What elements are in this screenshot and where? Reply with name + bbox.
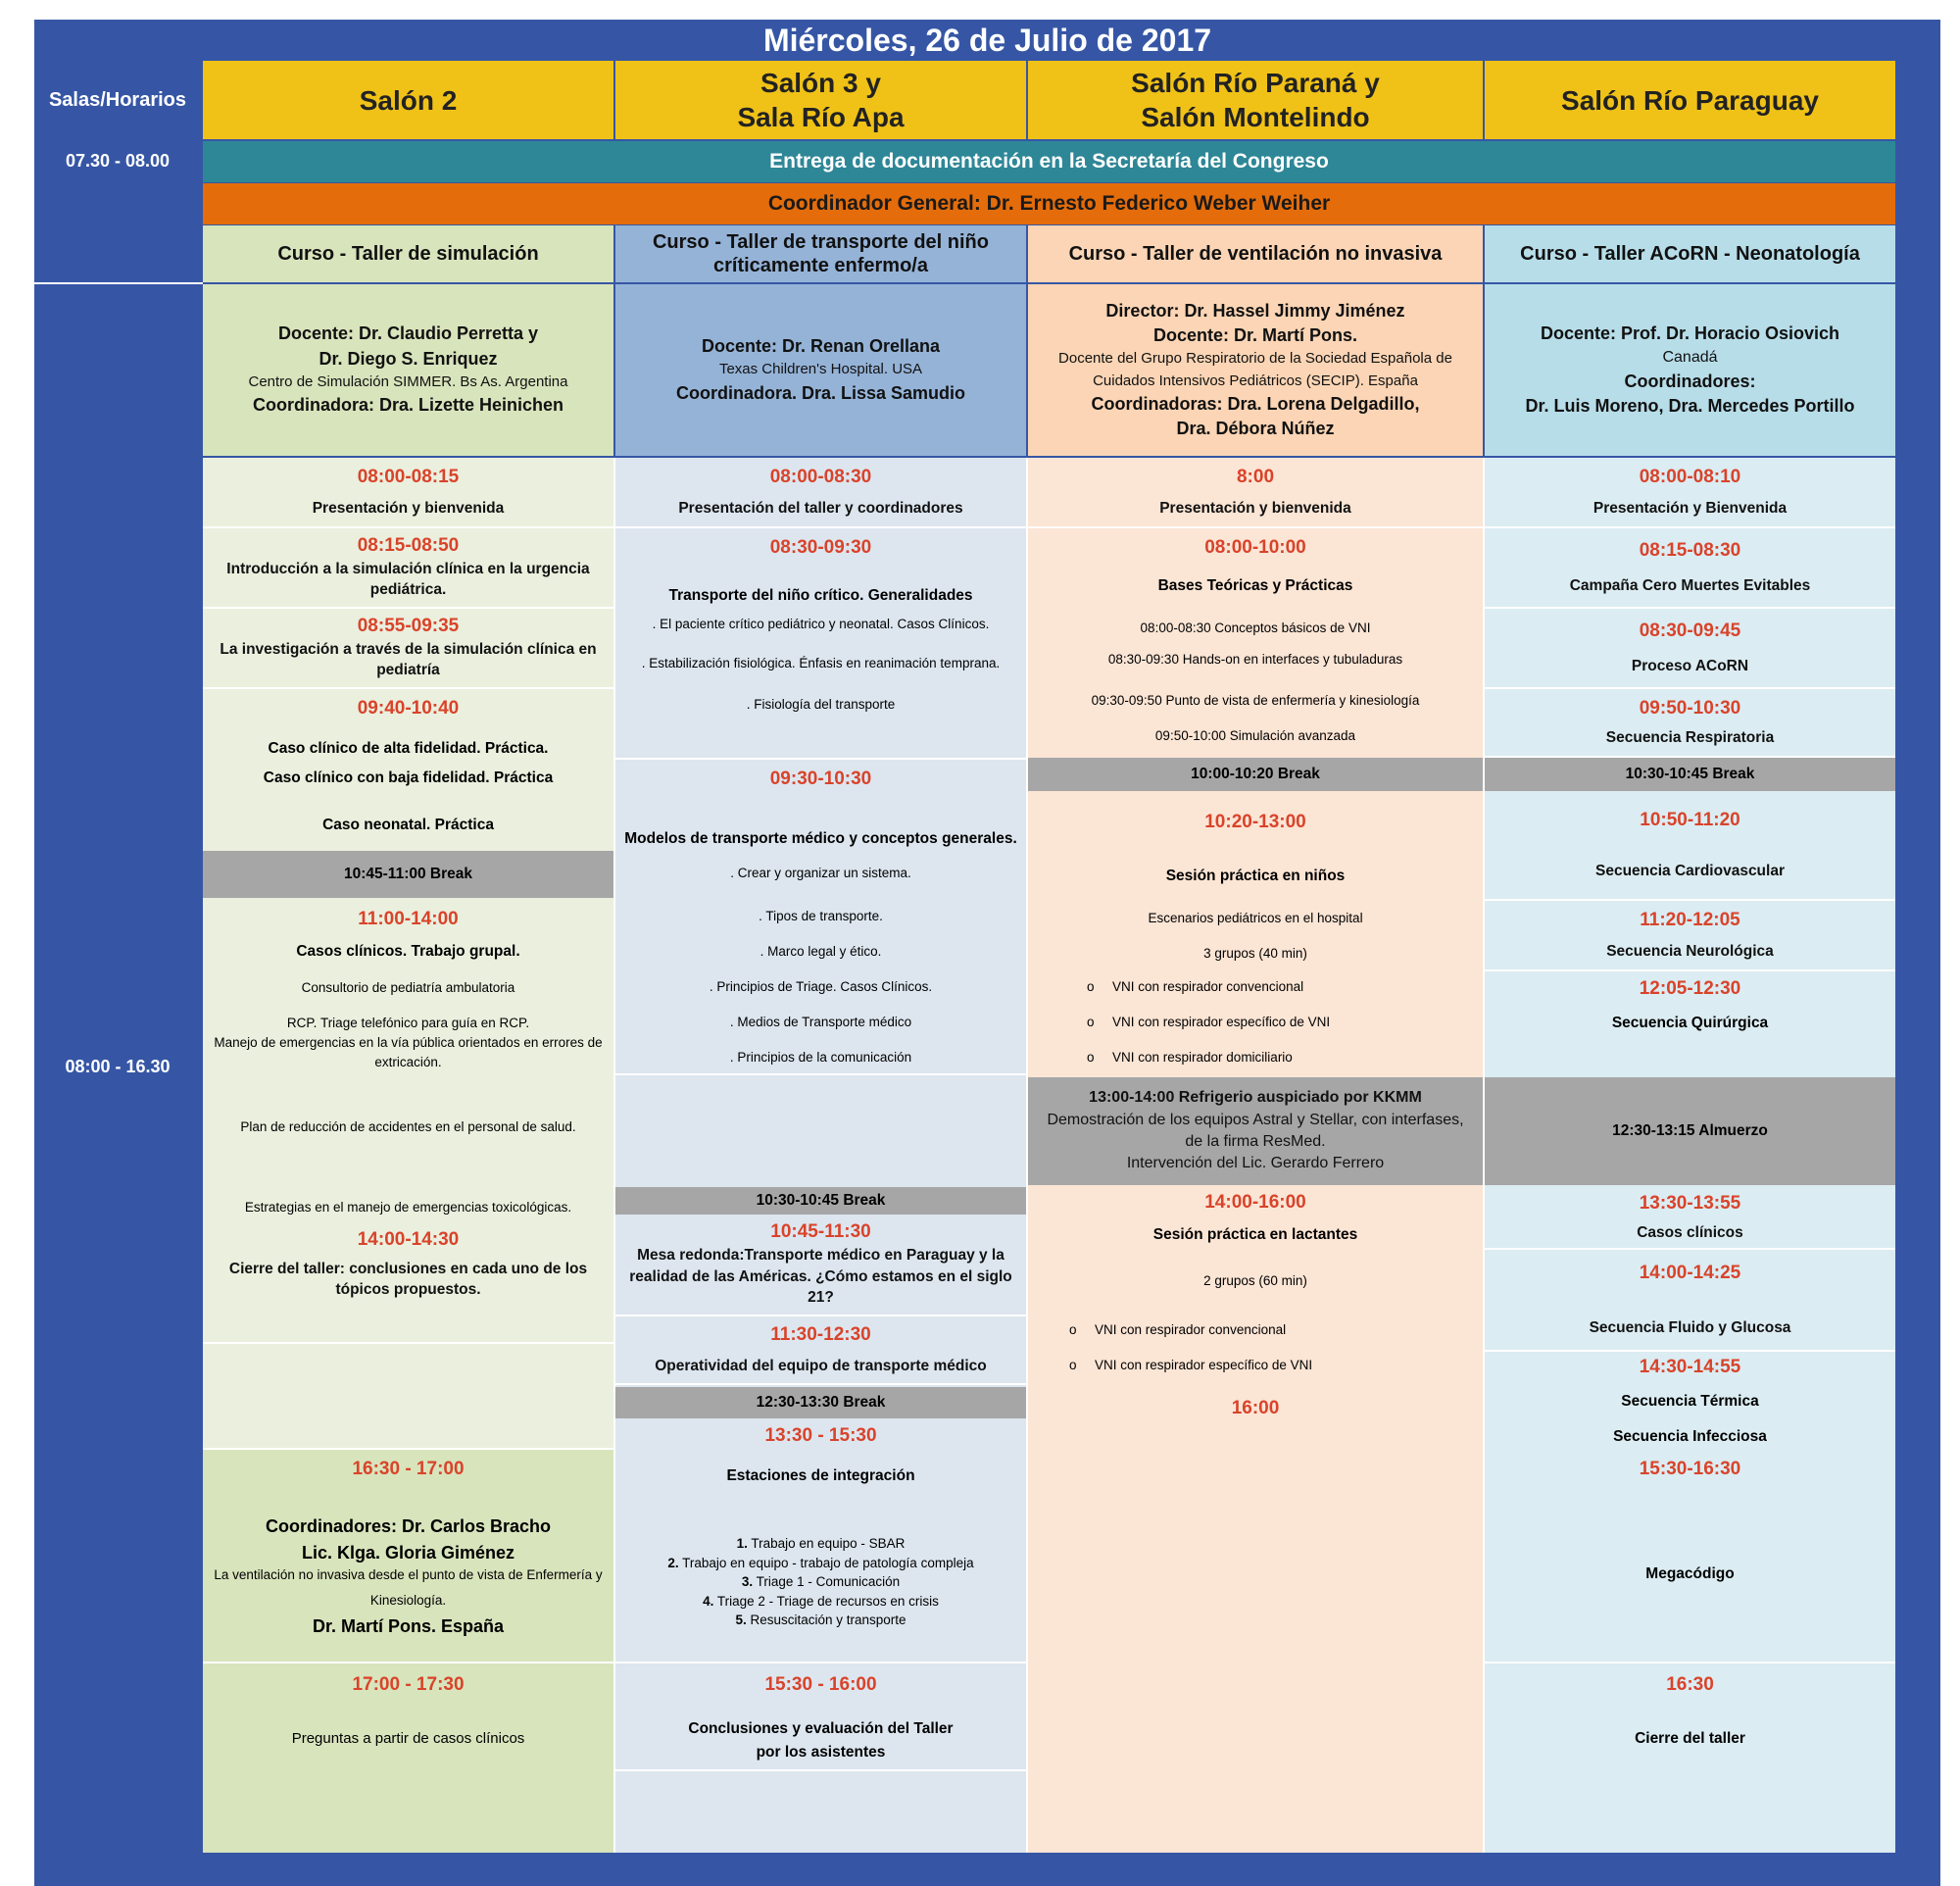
session-title: Presentación del taller y coordinadores xyxy=(678,499,963,517)
break-c1: 10:45-11:00 Break xyxy=(203,851,613,898)
session-c2-c xyxy=(615,760,1026,1075)
session-title: realidad de las Américas. ¿Cómo estamos en el siglo xyxy=(629,1267,1012,1285)
time-slot-0800: 08:00 - 16.30 xyxy=(65,1056,171,1076)
faculty-ventilacion xyxy=(1028,284,1483,456)
column-divider xyxy=(613,458,615,1853)
session-detail: 3 grupos (40 min) xyxy=(1203,946,1307,961)
bullet-marker: o xyxy=(1087,1050,1095,1065)
session-title: Casos clínicos. Trabajo grupal. xyxy=(296,943,520,960)
refreshment-detail: Intervención del Lic. Gerardo Ferrero xyxy=(1126,1155,1385,1172)
session-c3-c xyxy=(1028,791,1483,1075)
session-title: Caso neonatal. Práctica xyxy=(322,817,494,833)
session-c3-e: 16:00 xyxy=(1231,1398,1280,1418)
session-time: 16:30 - 17:00 xyxy=(352,1459,465,1479)
session-title: 21? xyxy=(808,1289,834,1307)
faculty-line: Docente del Grupo Respiratorio de la Sociedad Española de xyxy=(1058,350,1452,367)
faculty-line: Texas Children's Hospital. USA xyxy=(718,361,923,378)
session-c2-b xyxy=(615,528,1026,760)
bullet-text: VNI con respirador específico de VNI xyxy=(1095,1358,1313,1372)
session-detail: Estrategias en el manejo de emergencias toxicológicas. xyxy=(244,1200,572,1215)
session-c1-b xyxy=(203,528,613,609)
session-title: Bases Teóricas y Prácticas xyxy=(1157,577,1353,594)
session-time: 14:00-14:30 xyxy=(357,1229,460,1250)
session-c1-f xyxy=(203,1224,613,1344)
session-c4-b xyxy=(1485,528,1895,609)
session-c2-g xyxy=(615,1663,1026,1771)
session-title: por los asistentes xyxy=(756,1744,886,1761)
session-detail: 08:30-09:30 Hands-on en interfaces y tubuladuras xyxy=(1107,652,1403,667)
session-detail: Manejo de emergencias en la vía pública orientados en errores de xyxy=(214,1035,603,1050)
station-label: Triage 1 - Comunicación xyxy=(753,1574,901,1590)
session-title: Conclusiones y evaluación del Taller xyxy=(688,1720,954,1737)
header-salon-2 xyxy=(203,61,613,139)
session-time: 10:20-13:00 xyxy=(1204,812,1306,832)
station-item xyxy=(615,1572,1026,1592)
session-time: 14:00-16:00 xyxy=(1204,1192,1306,1213)
faculty-line: Dr. Luis Moreno, Dra. Mercedes Portillo xyxy=(1525,396,1855,417)
session-title: Transporte del niño crítico. Generalidades xyxy=(668,587,973,604)
session-time: 08:00-08:10 xyxy=(1639,466,1741,487)
session-detail: . Fisiología del transporte xyxy=(746,697,896,712)
session-title: Caso clínico con baja fidelidad. Práctica xyxy=(263,769,554,786)
time-divider xyxy=(34,282,203,284)
session-time: 17:00 - 17:30 xyxy=(352,1674,465,1695)
session-time: 12:05-12:30 xyxy=(1639,978,1741,999)
station-number: 4. xyxy=(703,1593,714,1609)
faculty-transporte xyxy=(615,284,1026,456)
bullet-text: VNI con respirador domiciliario xyxy=(1112,1050,1293,1065)
lunch-c4: 12:30-13:15 Almuerzo xyxy=(1485,1077,1895,1185)
session-title: Operatividad del equipo de transporte médico xyxy=(655,1357,987,1374)
course-title-simulacion-label: Curso - Taller de simulación xyxy=(277,242,539,265)
break-c2-2: 12:30-13:30 Break xyxy=(615,1387,1026,1418)
session-time: 13:30-13:55 xyxy=(1639,1192,1741,1214)
session-time: 09:50-10:30 xyxy=(1639,697,1741,719)
session-title: Presentación y Bienvenida xyxy=(1592,499,1788,517)
session-title: pediátrica. xyxy=(369,581,447,599)
bullet-marker: o xyxy=(1069,1322,1077,1337)
session-c3-d xyxy=(1028,1187,1483,1387)
faculty-line: Centro de Simulación SIMMER. Bs As. Argentina xyxy=(248,372,568,390)
session-c1-h xyxy=(203,1663,613,1853)
bullet-marker: o xyxy=(1087,1015,1095,1029)
bullet-item xyxy=(1087,1015,1330,1029)
session-c4-k xyxy=(1485,1450,1895,1663)
session-c2-e xyxy=(615,1316,1026,1385)
header-rio-parana xyxy=(1028,61,1483,139)
header-rio-parana-line1: Salón Río Paraná y xyxy=(1131,68,1380,98)
faculty-line: Docente: Dr. Renan Orellana xyxy=(701,336,941,357)
session-c1-g xyxy=(203,1450,613,1663)
session-detail: Kinesiología. xyxy=(369,1593,447,1608)
page-title: Miércoles, 26 de Julio de 2017 xyxy=(762,22,1212,58)
course-title-transporte-line1: Curso - Taller de transporte del niño xyxy=(652,231,989,253)
session-detail: . Estabilización fisiológica. Énfasis en reanimación temprana. xyxy=(641,656,1001,670)
header-salon-2-label: Salón 2 xyxy=(359,84,458,116)
session-c2-a xyxy=(615,458,1026,528)
session-detail: . Principios de la comunicación xyxy=(729,1050,912,1065)
session-detail: . Principios de Triage. Casos Clínicos. xyxy=(709,979,933,994)
session-time: 08:30-09:45 xyxy=(1639,620,1741,641)
session-time: 10:50-11:20 xyxy=(1640,809,1740,830)
bullet-item xyxy=(1069,1358,1312,1372)
header-rio-paraguay-label: Salón Río Paraguay xyxy=(1561,84,1819,116)
bullet-item xyxy=(1087,1050,1293,1065)
session-c4-l xyxy=(1485,1663,1895,1853)
session-time: 08:00-08:30 xyxy=(769,466,872,487)
session-title: Cierre del taller: conclusiones en cada uno de los xyxy=(228,1260,588,1277)
session-title: Secuencia Quirúrgica xyxy=(1611,1015,1769,1031)
faculty-line: Dra. Débora Núñez xyxy=(1176,419,1335,439)
station-item xyxy=(615,1592,1026,1612)
station-label: Triage 2 - Triage de recursos en crisis xyxy=(713,1593,939,1609)
session-title: Sesión práctica en niños xyxy=(1165,868,1346,884)
session-title: Modelos de transporte médico y conceptos generales. xyxy=(624,830,1017,847)
break-c3: 10:00-10:20 Break xyxy=(1028,758,1483,791)
faculty-line: Coordinadora. Dra. Lissa Samudio xyxy=(675,382,966,403)
session-detail: La ventilación no invasiva desde el punto de vista de Enfermería y xyxy=(214,1567,603,1582)
bullet-marker: o xyxy=(1069,1358,1077,1372)
faculty-simulacion xyxy=(203,284,613,456)
session-title: pediatría xyxy=(376,662,440,679)
header-rio-paraguay xyxy=(1485,61,1895,139)
session-c2-d xyxy=(615,1215,1026,1316)
station-number: 5. xyxy=(735,1613,747,1628)
bullet-text: VNI con respirador convencional xyxy=(1112,979,1304,994)
session-time: 08:30-09:30 xyxy=(769,537,872,558)
session-time: 14:00-14:25 xyxy=(1639,1262,1741,1283)
faculty-line: Docente: Prof. Dr. Horacio Osiovich xyxy=(1540,323,1840,343)
session-title: Caso clínico de alta fidelidad. Práctica. xyxy=(268,740,549,757)
session-title: Secuencia Infecciosa xyxy=(1613,1428,1767,1445)
session-title: Cierre del taller xyxy=(1635,1730,1745,1747)
session-c1-e xyxy=(203,898,613,1224)
session-c3-a xyxy=(1028,458,1483,528)
session-title: Mesa redonda:Transporte médico en Paraguay y la xyxy=(637,1246,1004,1264)
session-title: Dr. Martí Pons. España xyxy=(312,1616,505,1636)
session-c1-d xyxy=(203,689,613,851)
header-salon-3 xyxy=(615,61,1026,139)
empty-c1 xyxy=(203,1344,613,1450)
session-detail: Consultorio de pediatría ambulatoria xyxy=(301,980,515,995)
session-title: Secuencia Cardiovascular xyxy=(1595,862,1785,879)
session-time: 14:30-14:55 xyxy=(1639,1357,1741,1377)
faculty-line: Cuidados Intensivos Pediátricos (SECIP). España xyxy=(1093,372,1418,389)
session-time: 15:30-16:30 xyxy=(1639,1459,1741,1479)
faculty-line: Canadá xyxy=(1662,348,1718,366)
session-title: Preguntas a partir de casos clínicos xyxy=(291,1730,525,1747)
faculty-line: Coordinadora: Dra. Lizette Heinichen xyxy=(252,395,564,416)
session-c4-j xyxy=(1485,1352,1895,1450)
session-title: Secuencia Fluido y Glucosa xyxy=(1589,1318,1791,1336)
refreshment-detail: Demostración de los equipos Astral y Stellar, con interfases, xyxy=(1047,1111,1464,1128)
station-number: 1. xyxy=(736,1536,748,1551)
refreshment-c3 xyxy=(1028,1077,1483,1185)
session-c2-f xyxy=(615,1418,1026,1663)
station-label: Trabajo en equipo - trabajo de patología compleja xyxy=(678,1555,974,1570)
session-c4-e xyxy=(1485,791,1895,901)
session-c1-c xyxy=(203,609,613,689)
course-title-ventilacion-label: Curso - Taller de ventilación no invasiva xyxy=(1068,242,1443,265)
banner-documentation: Entrega de documentación en la Secretaría del Congreso xyxy=(203,141,1895,182)
session-title: Proceso ACoRN xyxy=(1631,657,1749,674)
faculty-line: Director: Dr. Hassel Jimmy Jiménez xyxy=(1105,300,1405,321)
session-detail: 2 grupos (60 min) xyxy=(1203,1273,1307,1288)
session-time: 09:30-10:30 xyxy=(769,769,872,789)
refreshment-title: 13:00-14:00 Refrigerio auspiciado por KKMM xyxy=(1089,1089,1422,1107)
session-detail: . Tipos de transporte. xyxy=(759,909,883,923)
refreshment-detail: de la firma ResMed. xyxy=(1185,1133,1326,1150)
header-salon-3-line1: Salón 3 y xyxy=(760,68,881,98)
salas-horarios-header: Salas/Horarios xyxy=(48,88,187,111)
station-number: 3. xyxy=(741,1574,754,1590)
station-list xyxy=(615,1534,1026,1630)
session-time: 11:20-12:05 xyxy=(1640,909,1740,930)
session-time: 08:55-09:35 xyxy=(357,615,460,636)
bullet-marker: o xyxy=(1087,979,1095,994)
session-title: Secuencia Térmica xyxy=(1621,1393,1759,1410)
session-time: 15:30 - 16:00 xyxy=(764,1674,877,1695)
course-title-simulacion xyxy=(203,225,613,282)
session-time: 11:30-12:30 xyxy=(770,1323,871,1345)
session-time: 08:00-08:15 xyxy=(357,466,460,487)
session-title: Presentación y bienvenida xyxy=(312,499,505,517)
bullet-text: VNI con respirador convencional xyxy=(1095,1322,1287,1337)
station-item xyxy=(615,1611,1026,1630)
column-divider xyxy=(1483,458,1485,1853)
session-title: Presentación y bienvenida xyxy=(1159,499,1351,517)
session-time: 13:30 - 15:30 xyxy=(764,1425,877,1446)
time-slot-0730: 07.30 - 08.00 xyxy=(65,150,171,171)
session-title: tópicos propuestos. xyxy=(335,1281,481,1299)
session-detail: 09:30-09:50 Punto de vista de enfermería y kinesiología xyxy=(1091,693,1420,708)
station-number: 2. xyxy=(667,1555,679,1570)
session-title: Secuencia Respiratoria xyxy=(1605,728,1775,746)
session-time: 8:00 xyxy=(1236,466,1275,487)
session-c4-a xyxy=(1485,458,1895,528)
session-title: Estaciones de integración xyxy=(726,1467,915,1484)
bullet-item xyxy=(1087,979,1303,994)
session-title: La investigación a través de la simulación clínica en xyxy=(220,640,597,658)
session-title: Introducción a la simulación clínica en la urgencia xyxy=(226,560,590,577)
course-title-transporte-line2: críticamente enfermo/a xyxy=(713,255,928,276)
column-divider xyxy=(1026,458,1028,1853)
session-detail: . Medios de Transporte médico xyxy=(729,1015,912,1029)
session-c1-a xyxy=(203,458,613,528)
session-title: Campaña Cero Muertes Evitables xyxy=(1569,576,1811,594)
session-c4-h xyxy=(1485,1187,1895,1250)
station-label: Resuscitación y transporte xyxy=(746,1613,906,1628)
banner-coordinator: Coordinador General: Dr. Ernesto Federico Weber Weiher xyxy=(203,183,1895,224)
faculty-acorn xyxy=(1485,284,1895,456)
course-title-transporte xyxy=(615,225,1026,282)
station-item xyxy=(615,1534,1026,1554)
session-title: Casos clínicos xyxy=(1637,1223,1743,1241)
header-salon-3-line2: Sala Río Apa xyxy=(737,102,905,132)
session-title: Lic. Klga. Gloria Giménez xyxy=(301,1543,515,1563)
session-c4-d xyxy=(1485,689,1895,758)
session-time: 09:40-10:40 xyxy=(357,698,460,719)
session-detail: . Crear y organizar un sistema. xyxy=(730,866,911,880)
session-c4-f xyxy=(1485,901,1895,971)
break-c4: 10:30-10:45 Break xyxy=(1485,758,1895,791)
session-detail: . El paciente crítico pediátrico y neonatal. Casos Clínicos. xyxy=(652,617,990,631)
faculty-line: Coordinadoras: Dra. Lorena Delgadillo, xyxy=(1091,394,1420,414)
session-detail: 08:00-08:30 Conceptos básicos de VNI xyxy=(1140,620,1371,635)
session-detail: Plan de reducción de accidentes en el personal de salud. xyxy=(240,1119,576,1134)
session-time: 11:00-14:00 xyxy=(358,909,459,929)
session-title: Coordinadores: Dr. Carlos Bracho xyxy=(265,1516,552,1536)
session-time: 10:45-11:30 xyxy=(770,1221,871,1243)
session-detail: . Marco legal y ético. xyxy=(760,944,882,959)
course-title-acorn xyxy=(1485,225,1895,282)
session-time: 08:15-08:50 xyxy=(357,534,460,556)
session-detail: extricación. xyxy=(374,1055,442,1069)
faculty-line: Coordinadores: xyxy=(1624,371,1756,391)
session-title: Secuencia Neurológica xyxy=(1606,942,1774,960)
session-c4-i xyxy=(1485,1250,1895,1352)
session-c4-g xyxy=(1485,971,1895,1075)
session-detail: RCP. Triage telefónico para guía en RCP. xyxy=(286,1016,530,1030)
faculty-line: Docente: Dr. Claudio Perretta y xyxy=(277,323,539,344)
header-rio-parana-line2: Salón Montelindo xyxy=(1141,102,1370,132)
course-title-ventilacion xyxy=(1028,225,1483,282)
session-time: 08:00-10:00 xyxy=(1204,537,1306,558)
session-title: Megacódigo xyxy=(1645,1565,1735,1582)
session-title: Sesión práctica en lactantes xyxy=(1152,1226,1358,1243)
session-time: 16:30 xyxy=(1666,1674,1714,1695)
session-time: 08:15-08:30 xyxy=(1639,539,1741,561)
session-c3-b xyxy=(1028,528,1483,756)
faculty-line: Docente: Dr. Martí Pons. xyxy=(1152,324,1358,345)
session-detail: 09:50-10:00 Simulación avanzada xyxy=(1154,728,1356,743)
station-label: Trabajo en equipo - SBAR xyxy=(747,1536,906,1551)
course-title-acorn-label: Curso - Taller ACoRN - Neonatología xyxy=(1520,242,1860,265)
break-c2-1: 10:30-10:45 Break xyxy=(615,1187,1026,1215)
session-detail: Escenarios pediátricos en el hospital xyxy=(1148,911,1363,925)
station-item xyxy=(615,1554,1026,1573)
bullet-item xyxy=(1069,1322,1286,1337)
faculty-line: Dr. Diego S. Enriquez xyxy=(318,348,498,369)
session-c4-c xyxy=(1485,609,1895,689)
bullet-text: VNI con respirador específico de VNI xyxy=(1112,1015,1331,1029)
